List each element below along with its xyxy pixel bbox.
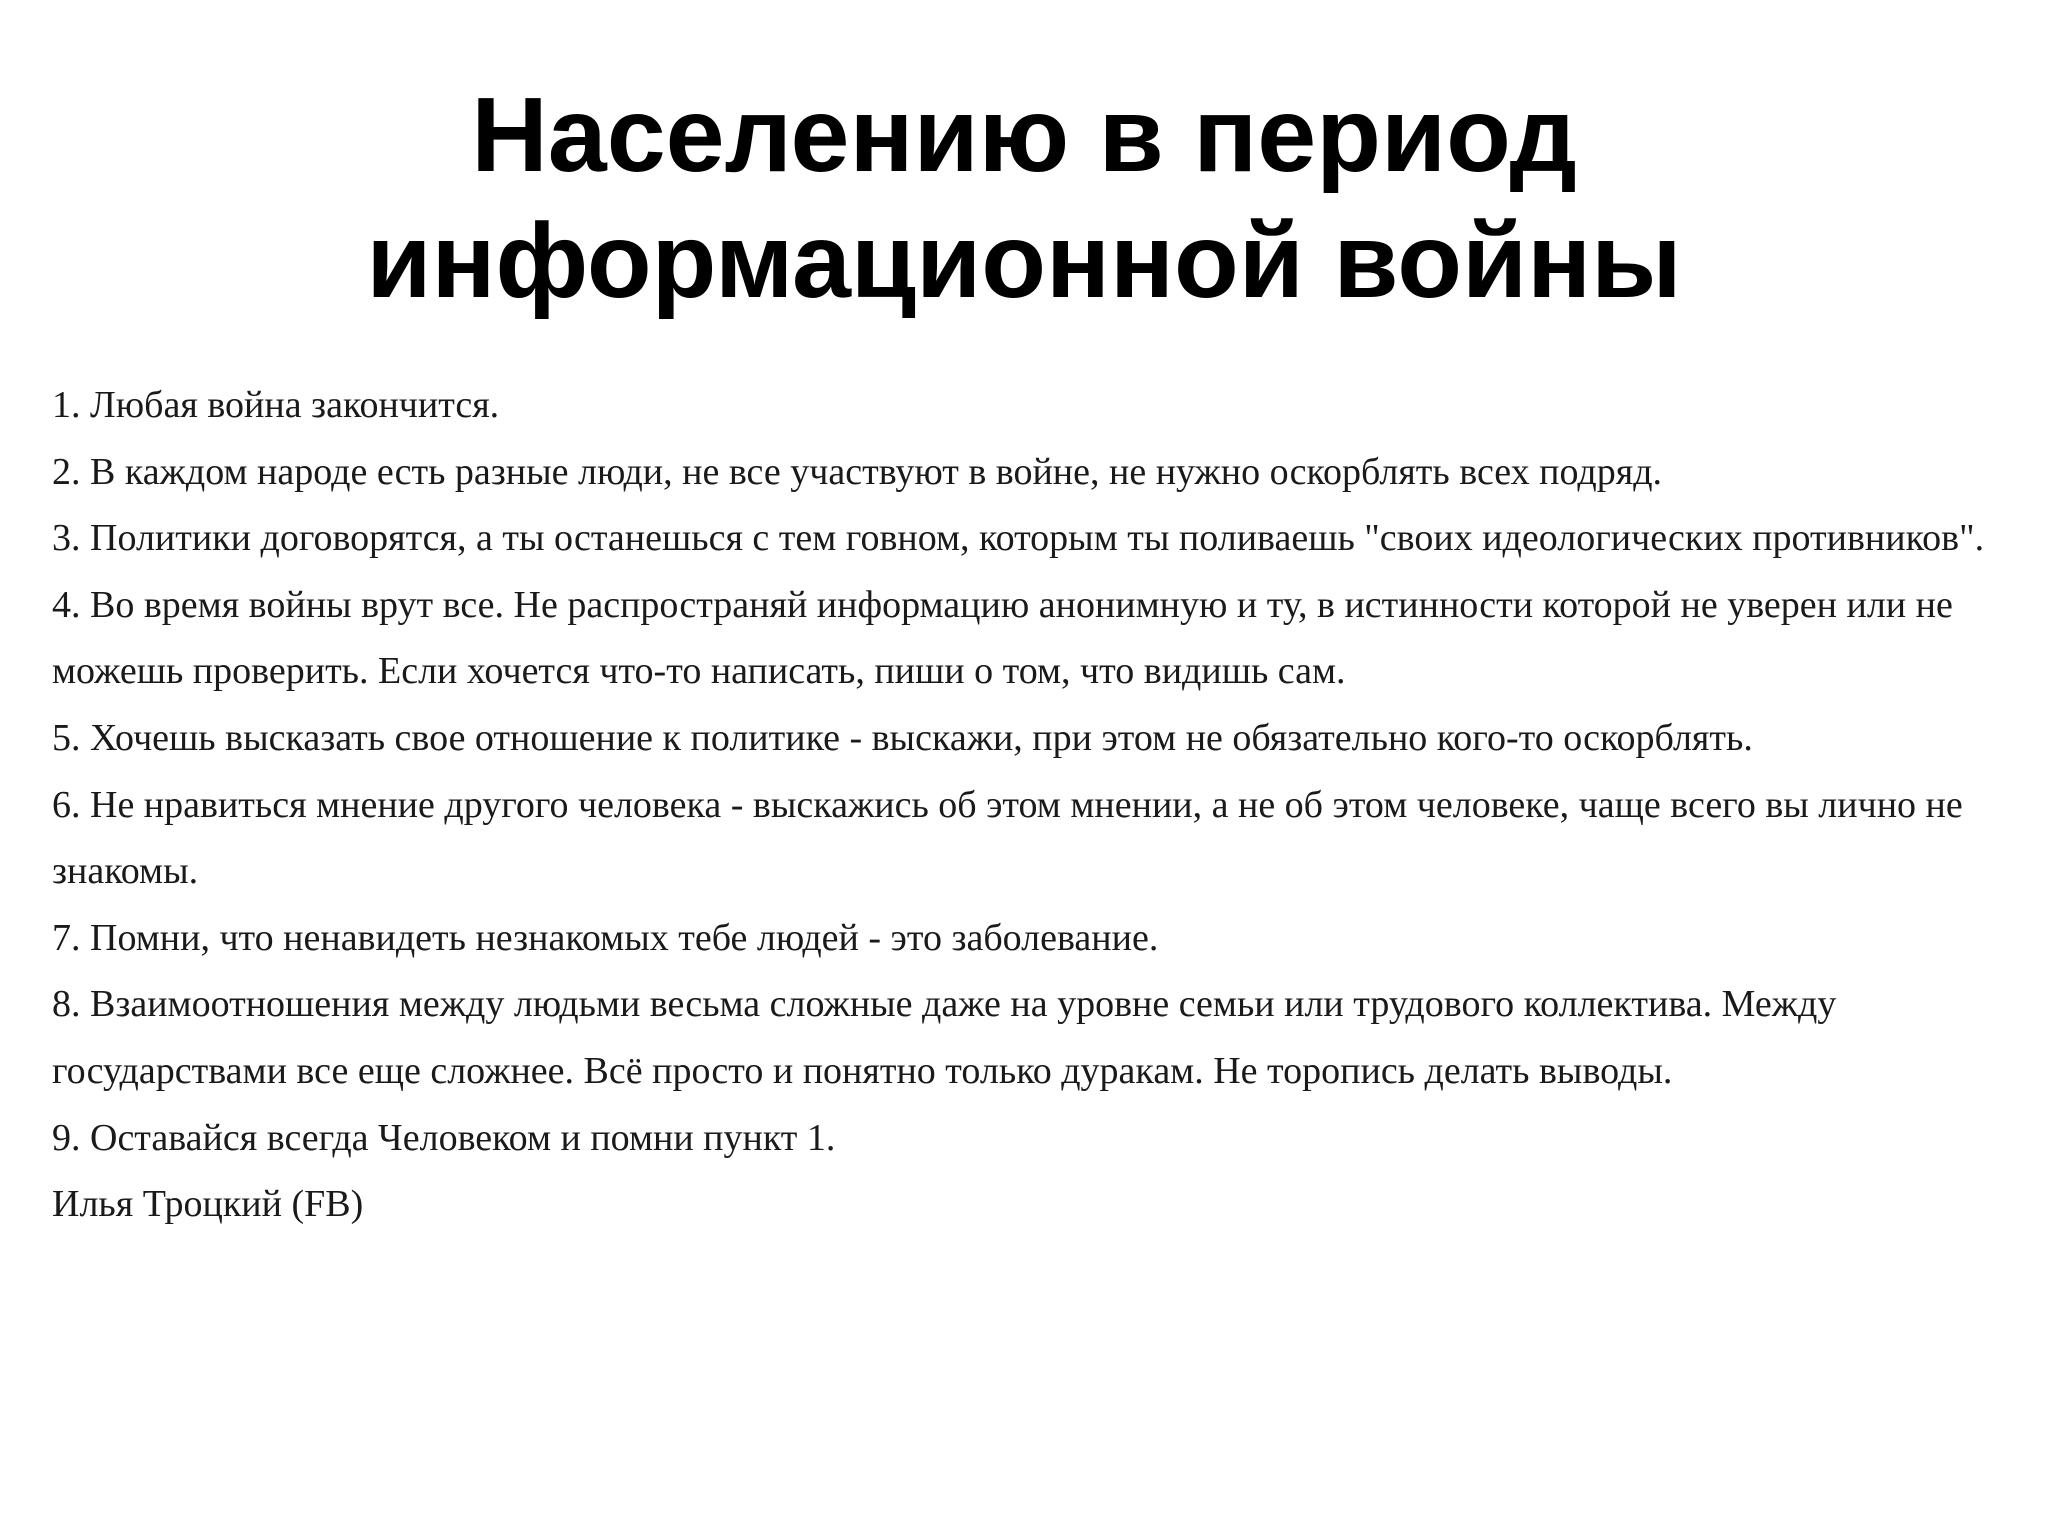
title-line-1: Населению в период [471,76,1577,194]
rule-item-9: 9. Оставайся всегда Человеком и помни пункт 1. [52,1116,836,1159]
rule-item-1: 1. Любая война закончится. [52,384,500,426]
rule-item-5: 5. Хочешь высказать свое отношение к политике - выскажи, при этом не обязательно кого-то оскорблять. [52,716,1753,759]
title-line-2: информационной войны [366,202,1682,320]
rule-item-3: 3. Политики договорятся, а ты останешься с тем говном, которым ты поливаешь "своих идеологических противников". [52,517,1985,560]
rule-item-7: 7. Помни, что ненавидеть незнакомых тебе людей - это заболевание. [52,916,1159,959]
rules-list [52,372,2032,1238]
rule-item-8: 8. Взаимоотношения между людьми весьма сложные даже на уровне семьи или трудового коллектива. Между государствами все еще сложнее. Всё просто и понятно только дуракам. Не торопись делать выводы. [52,983,1837,1092]
rule-item-2: 2. В каждом народе есть разные люди, не все участвуют в войне, не нужно оскорблять всех подряд. [52,450,1663,493]
author-credit: Илья Троцкий (FB) [52,1183,364,1226]
rule-item-4: 4. Во время войны врут все. Не распространяй информацию анонимную и ту, в истинности которой не уверен или не можешь проверить. Если хочется что-то написать, пиши о том, что видишь сам. [52,583,1953,693]
page-title [0,72,2048,324]
rule-item-6: 6. Не нравиться мнение другого человека - выскажись об этом мнении, а не об этом человеке, чаще всего вы лично не знакомы. [52,783,1963,893]
